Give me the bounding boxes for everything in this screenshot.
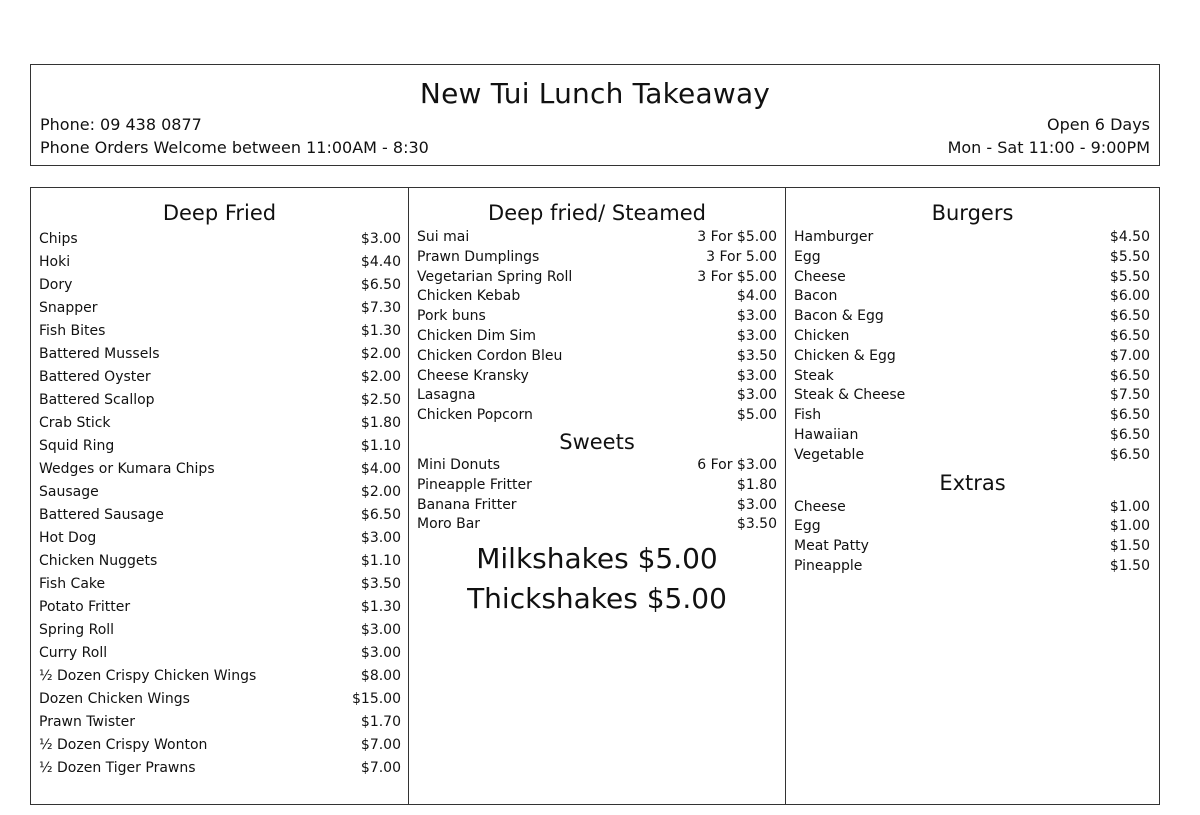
menu-item-name: Bacon & Egg xyxy=(794,308,884,325)
menu-item-name: Sui mai xyxy=(417,229,470,245)
menu-item-price: $4.40 xyxy=(360,254,401,270)
menu-item xyxy=(786,347,1159,367)
menu-item xyxy=(409,515,785,535)
section-title-burgers: Burgers xyxy=(931,201,1014,225)
menu-item-price: $4.00 xyxy=(736,288,777,305)
menu-item-price: $3.00 xyxy=(736,387,777,404)
section-title-deep-fried: Deep Fried xyxy=(162,201,277,225)
menu-item-price: $3.00 xyxy=(360,622,401,638)
phone-number: Phone: 09 438 0877 xyxy=(40,115,202,134)
menu-item-price: $3.00 xyxy=(736,327,777,344)
open-days: Open 6 Days xyxy=(1046,115,1150,134)
menu-item-name: Prawn Dumplings xyxy=(417,248,540,265)
menu-item-name: Chicken Popcorn xyxy=(417,407,533,424)
menu-item xyxy=(31,596,408,619)
menu-item-price: $6.50 xyxy=(360,507,401,523)
menu-item-price: $3.00 xyxy=(736,367,777,384)
menu-item-price: $3.50 xyxy=(360,576,401,592)
menu-item-name: ½ Dozen Crispy Wonton xyxy=(39,737,208,753)
menu-item xyxy=(31,550,408,573)
menu-item-price: $4.50 xyxy=(1109,229,1150,245)
menu-item xyxy=(31,711,408,734)
menu-item xyxy=(31,435,408,458)
menu-item-price: $3.50 xyxy=(736,347,777,364)
menu-item xyxy=(31,757,408,780)
menu-item-name: Battered Oyster xyxy=(39,369,151,385)
menu-item-price: $1.50 xyxy=(1109,538,1150,555)
menu-item-price: $3.00 xyxy=(736,496,777,513)
menu-item xyxy=(31,504,408,527)
menu-item xyxy=(31,481,408,504)
menu-item-price: $7.00 xyxy=(1109,347,1150,364)
menu-item xyxy=(786,557,1159,577)
menu-item xyxy=(409,496,785,516)
menu-item xyxy=(409,327,785,347)
milkshakes-offer: Milkshakes $5.00 xyxy=(476,542,718,576)
menu-item xyxy=(786,268,1159,288)
menu-item-price: $1.30 xyxy=(360,323,401,339)
menu-item-price: $1.70 xyxy=(360,714,401,730)
menu-item-name: Lasagna xyxy=(417,387,476,404)
section-title-extras: Extras xyxy=(939,470,1006,495)
menu-item xyxy=(786,228,1159,248)
menu-item-name: Chicken Dim Sim xyxy=(417,327,536,344)
menu-item-name: ½ Dozen Tiger Prawns xyxy=(39,760,196,776)
menu-item-name: Steak & Cheese xyxy=(794,387,906,404)
menu-item xyxy=(786,537,1159,557)
menu-item-name: Chips xyxy=(39,231,78,247)
menu-item-name: Prawn Twister xyxy=(39,714,136,730)
menu-item xyxy=(31,688,408,711)
column-burgers xyxy=(785,188,1159,804)
menu-item xyxy=(31,274,408,297)
menu-item-name: Squid Ring xyxy=(39,438,115,454)
menu-item-name: Crab Stick xyxy=(39,415,111,431)
menu-item-name: Dory xyxy=(39,277,73,293)
restaurant-title: New Tui Lunch Takeaway xyxy=(419,77,771,110)
menu-item xyxy=(409,268,785,288)
menu-item-price: $6.50 xyxy=(1109,446,1150,463)
menu-item-name: Battered Sausage xyxy=(39,507,164,523)
menu-item-price: 3 For 5.00 xyxy=(706,248,777,265)
menu-item-name: Dozen Chicken Wings xyxy=(39,691,190,707)
menu-item-price: $2.00 xyxy=(360,346,401,362)
menu-item-name: Egg xyxy=(794,248,821,265)
menu-item xyxy=(409,406,785,426)
menu-item xyxy=(31,366,408,389)
menu-item xyxy=(409,456,785,476)
menu-header xyxy=(30,64,1160,166)
menu-item xyxy=(786,386,1159,406)
menu-item-name: Cheese xyxy=(794,498,846,515)
menu-item-price: $6.00 xyxy=(1109,288,1150,305)
menu-item xyxy=(786,517,1159,537)
menu-item-name: Chicken Nuggets xyxy=(39,553,158,569)
menu-item-name: Egg xyxy=(794,518,821,535)
column-deep-fried xyxy=(31,188,408,804)
menu-item-name: Pineapple Fritter xyxy=(417,476,532,493)
section-title-deep-fried-steamed: Deep fried/ Steamed xyxy=(488,201,706,225)
menu-item-price: $1.80 xyxy=(360,415,401,431)
menu-item-price: $3.50 xyxy=(736,516,777,533)
menu-item xyxy=(31,320,408,343)
menu-item-price: $8.00 xyxy=(360,668,401,684)
menu-item-name: Bacon xyxy=(794,288,838,305)
menu-item-name: Battered Mussels xyxy=(39,346,160,362)
menu-item-name: Spring Roll xyxy=(39,622,115,638)
menu-item xyxy=(786,367,1159,387)
menu-item-name: Fish Bites xyxy=(39,323,106,339)
menu-item xyxy=(409,476,785,496)
thickshakes-offer: Thickshakes $5.00 xyxy=(467,582,727,616)
menu-item-name: Potato Fritter xyxy=(39,599,131,615)
burgers-list xyxy=(786,228,1159,466)
menu-item-price: $1.50 xyxy=(1109,557,1150,574)
menu-item xyxy=(31,527,408,550)
menu-item-price: $2.50 xyxy=(360,392,401,408)
menu-item-name: Moro Bar xyxy=(417,516,481,533)
menu-item xyxy=(786,498,1159,518)
menu-item-price: $1.30 xyxy=(360,599,401,615)
menu-item-price: $2.00 xyxy=(360,369,401,385)
menu-item-price: $1.10 xyxy=(360,438,401,454)
menu-item-price: $1.80 xyxy=(736,476,777,493)
menu-item-price: $1.10 xyxy=(360,553,401,569)
menu-item-price: $2.00 xyxy=(360,484,401,500)
column-deep-fried-steamed xyxy=(408,188,785,804)
menu-item-name: Hamburger xyxy=(794,229,874,245)
menu-item-price: 6 For $3.00 xyxy=(697,456,777,473)
menu-board xyxy=(30,187,1160,805)
menu-item xyxy=(786,307,1159,327)
menu-item-name: Fish xyxy=(794,407,822,424)
menu-item-price: $7.50 xyxy=(1109,387,1150,404)
menu-item-price: $7.30 xyxy=(360,300,401,316)
menu-item-name: Hot Dog xyxy=(39,530,97,546)
menu-item-price: $6.50 xyxy=(1109,308,1150,325)
sweets-list xyxy=(409,456,785,535)
menu-item-price: $15.00 xyxy=(352,691,401,707)
phone-orders-note: Phone Orders Welcome between 11:00AM - 8:30 xyxy=(40,138,429,157)
menu-item xyxy=(31,665,408,688)
menu-item-name: Sausage xyxy=(39,484,99,500)
menu-item xyxy=(31,389,408,412)
menu-item-name: Hawaiian xyxy=(794,426,859,443)
menu-item-price: 3 For $5.00 xyxy=(697,229,777,245)
menu-item-name: Vegetarian Spring Roll xyxy=(417,268,573,285)
menu-item xyxy=(31,573,408,596)
menu-item xyxy=(786,446,1159,466)
menu-item xyxy=(31,228,408,251)
menu-item xyxy=(31,343,408,366)
menu-item-name: Cheese xyxy=(794,268,846,285)
menu-item xyxy=(409,248,785,268)
menu-item-name: Chicken & Egg xyxy=(794,347,896,364)
menu-item xyxy=(31,458,408,481)
menu-item-name: Chicken Cordon Bleu xyxy=(417,347,563,364)
extras-list xyxy=(786,498,1159,577)
menu-item-name: Wedges or Kumara Chips xyxy=(39,461,215,477)
menu-item-name: Curry Roll xyxy=(39,645,108,661)
menu-item-price: $3.00 xyxy=(360,645,401,661)
menu-item-price: $6.50 xyxy=(1109,367,1150,384)
menu-item-price: $6.50 xyxy=(1109,407,1150,424)
menu-item-name: Fish Cake xyxy=(39,576,106,592)
menu-item xyxy=(409,287,785,307)
deep-fried-steamed-list xyxy=(409,228,785,426)
menu-item-price: $7.00 xyxy=(360,760,401,776)
menu-item-name: Meat Patty xyxy=(794,538,869,555)
menu-item-price: $6.50 xyxy=(360,277,401,293)
menu-item-name: Vegetable xyxy=(794,446,865,463)
menu-item-price: $1.00 xyxy=(1109,518,1150,535)
menu-item-name: Chicken Kebab xyxy=(417,288,521,305)
menu-item-price: $5.50 xyxy=(1109,248,1150,265)
menu-item-name: Snapper xyxy=(39,300,98,316)
menu-item-price: $1.00 xyxy=(1109,498,1150,515)
menu-item xyxy=(31,297,408,320)
menu-item xyxy=(786,426,1159,446)
menu-item xyxy=(31,642,408,665)
menu-item xyxy=(31,251,408,274)
deep-fried-list xyxy=(31,228,408,780)
menu-item-name: Mini Donuts xyxy=(417,456,501,473)
menu-item xyxy=(409,228,785,248)
opening-hours: Mon - Sat 11:00 - 9:00PM xyxy=(947,138,1150,157)
menu-item-name: Battered Scallop xyxy=(39,392,155,408)
menu-item-name: Cheese Kransky xyxy=(417,367,529,384)
menu-item-price: $3.00 xyxy=(360,530,401,546)
menu-item xyxy=(409,347,785,367)
menu-item xyxy=(31,734,408,757)
menu-item-price: $4.00 xyxy=(360,461,401,477)
menu-item xyxy=(409,307,785,327)
menu-item-price: $7.00 xyxy=(360,737,401,753)
menu-item-price: $5.00 xyxy=(736,407,777,424)
menu-item xyxy=(786,327,1159,347)
menu-item xyxy=(786,406,1159,426)
menu-item-price: $5.50 xyxy=(1109,268,1150,285)
menu-item-name: Pork buns xyxy=(417,308,486,325)
menu-item-name: Chicken xyxy=(794,327,850,344)
menu-item-price: $6.50 xyxy=(1109,327,1150,344)
menu-item xyxy=(31,412,408,435)
menu-item xyxy=(31,619,408,642)
menu-item xyxy=(409,367,785,387)
menu-item xyxy=(786,248,1159,268)
menu-item xyxy=(409,386,785,406)
menu-item-price: $6.50 xyxy=(1109,426,1150,443)
menu-item-price: 3 For $5.00 xyxy=(697,268,777,285)
menu-item-price: $3.00 xyxy=(736,308,777,325)
menu-item-name: ½ Dozen Crispy Chicken Wings xyxy=(39,668,257,684)
menu-item-price: $3.00 xyxy=(360,231,401,247)
menu-item-name: Banana Fritter xyxy=(417,496,517,513)
menu-item-name: Steak xyxy=(794,367,834,384)
menu-item xyxy=(786,287,1159,307)
section-title-sweets: Sweets xyxy=(559,429,635,454)
menu-item-name: Hoki xyxy=(39,254,71,270)
menu-item-name: Pineapple xyxy=(794,557,863,574)
